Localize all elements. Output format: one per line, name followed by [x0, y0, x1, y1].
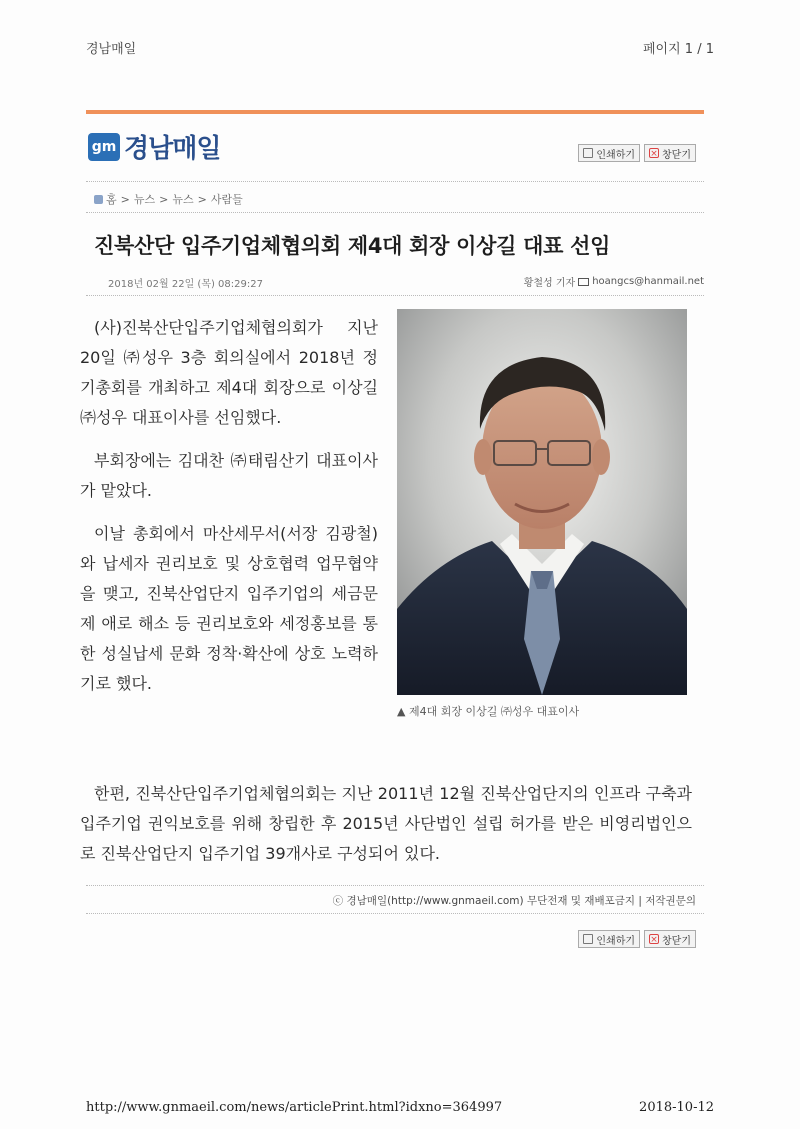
close-button-label: 창닫기: [662, 149, 691, 161]
logo-badge: gm: [88, 133, 120, 161]
mail-icon: [578, 278, 589, 286]
print-footer-date: 2018-10-12: [639, 1100, 714, 1115]
article-paragraph: (사)진북산단입주기업체협의회가 지난 20일 ㈜성우 3층 회의실에서 2018년 정기총회를 개최하고 제4대 회장으로 이상길 ㈜성우 대표이사를 선임했다.: [80, 318, 378, 427]
divider: [86, 885, 704, 886]
article-title: 진북산단 입주기업체협의회 제4대 회장 이상길 대표 선임: [94, 234, 611, 258]
breadcrumb: [94, 191, 243, 207]
photo-caption: ▲ 제4대 회장 이상길 ㈜성우 대표이사: [397, 705, 580, 718]
author-name: 황철성 기자: [523, 278, 576, 289]
close-window-button[interactable]: [644, 930, 696, 948]
print-button[interactable]: [578, 144, 640, 162]
site-logo[interactable]: [88, 128, 220, 165]
breadcrumb-separator: >: [197, 192, 207, 206]
close-button-label: 창닫기: [662, 935, 691, 947]
print-footer-url: http://www.gnmaeil.com/news/articlePrint.html?idxno=364997: [86, 1100, 503, 1115]
printer-icon: [583, 934, 593, 944]
divider: [86, 295, 704, 296]
breadcrumb-home[interactable]: 홈: [106, 193, 117, 206]
divider: [86, 181, 704, 182]
home-icon: [94, 195, 103, 204]
breadcrumb-separator: >: [120, 192, 130, 206]
copyright-notice: ⓒ 경남매일(http://www.gnmaeil.com) 무단전재 및 재배포금지 | 저작권문의: [332, 895, 696, 907]
top-toolbar: [578, 144, 696, 162]
breadcrumb-sub[interactable]: 뉴스: [172, 193, 194, 206]
logo-text: 경남매일: [124, 134, 221, 164]
close-icon: ×: [650, 149, 658, 159]
article-paragraph: 부회장에는 김대찬 ㈜태림산기 대표이사가 맡았다.: [80, 451, 378, 500]
breadcrumb-separator: >: [159, 192, 169, 206]
header-accent-bar: [86, 110, 704, 114]
author-email[interactable]: hoangcs@hanmail.net: [592, 276, 704, 287]
print-button-label: 인쇄하기: [596, 935, 636, 947]
article-datetime: 2018년 02월 22일 (목) 08:29:27: [108, 279, 263, 290]
article-photo: [397, 309, 687, 695]
article-full-text: [80, 779, 692, 869]
breadcrumb-section[interactable]: 뉴스: [133, 193, 156, 206]
article-byline: [524, 274, 704, 289]
article-lead-text: [80, 313, 378, 712]
article-paragraph: 한편, 진북산단입주기업체협의회는 지난 2011년 12월 진북산업단지의 인프라 구축과 입주기업 권익보호를 위해 창립한 후 2015년 사단법인 설립 허가를 받은 비영리법인으로 진북산업단지 입주기업 39개사로 구성되어 있다.: [80, 784, 692, 863]
close-window-button[interactable]: [644, 144, 696, 162]
print-button[interactable]: [578, 930, 640, 948]
print-button-label: 인쇄하기: [596, 149, 636, 161]
breadcrumb-category[interactable]: 사람들: [210, 193, 243, 206]
article-paragraph: 이날 총회에서 마산세무서(서장 김광철)와 납세자 권리보호 및 상호협력 업무협약을 맺고, 진북산업단지 입주기업의 세금문제 애로 해소 등 권리보호와 세정홍보를 통한 성실납세 문화 정착·확산에 상호 노력하기로 했다.: [80, 524, 378, 693]
printer-icon: [583, 148, 593, 158]
print-header-site: 경남매일: [86, 42, 137, 57]
divider: [86, 913, 704, 914]
close-icon: ×: [650, 935, 658, 945]
divider: [86, 212, 704, 213]
bottom-toolbar: [578, 930, 696, 948]
print-header-page: 페이지 1 / 1: [643, 42, 714, 57]
